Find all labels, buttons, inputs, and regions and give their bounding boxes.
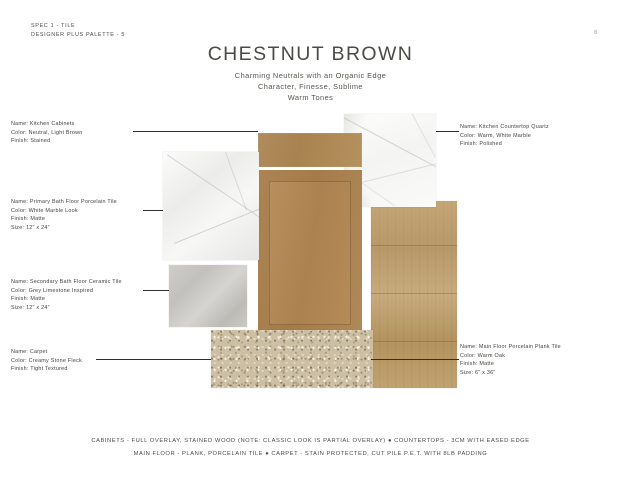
annotation-carpet <box>11 348 82 374</box>
subtitle-line-3: Warm Tones <box>287 93 334 103</box>
page-subtitle <box>0 70 621 104</box>
leader-line-countertop <box>436 131 459 132</box>
leader-line-secondary-bath <box>143 290 169 291</box>
annotation-finish: Finish: Matte <box>11 216 46 223</box>
annotation-main-floor <box>460 343 561 377</box>
annotation-size: Size: 12" x 24" <box>11 224 50 231</box>
plank-seam <box>371 341 457 342</box>
annotation-name: Name: Carpet <box>11 349 48 355</box>
annotation-finish: Finish: Matte <box>11 296 46 303</box>
leader-line-main-floor <box>371 359 459 360</box>
annotation-finish: Finish: Polished <box>460 141 503 148</box>
marble-vein <box>355 161 436 185</box>
swatch-kitchen-cabinet-door <box>258 170 362 336</box>
footer-line-1: CABINETS - FULL OVERLAY, STAINED WOOD (NOTE: CLASSIC LOOK IS PARTIAL OVERLAY) ● COUNTERTOPS - 3CM WITH EASED EDGE <box>91 438 530 444</box>
annotation-color: Color: Warm Oak <box>460 352 506 359</box>
annotation-name: Name: Main Floor Porcelain Plank Tile <box>460 344 561 350</box>
annotation-color: Color: Grey Limestone Inspired <box>11 287 94 294</box>
spec-header <box>31 22 125 40</box>
annotation-color: Color: Creamy Stone Fleck <box>11 357 82 364</box>
footer-line-2: MAIN FLOOR - PLANK, PORCELAIN TILE ● CARPET - STAIN PROTECTED, CUT PILE P.E.T. WITH 8LB PADDING <box>133 450 488 457</box>
annotation-color: Color: White Marble Look <box>11 207 78 214</box>
annotation-finish: Finish: Stained <box>11 138 51 145</box>
annotation-primary-bath-floor <box>11 198 117 232</box>
swatch-secondary-bath-floor-tile <box>169 265 247 327</box>
swatch-kitchen-cabinet-drawer <box>258 133 362 167</box>
footer-notes <box>0 435 621 460</box>
leader-line-primary-bath <box>143 210 163 211</box>
annotation-size: Size: 6" x 36" <box>460 369 496 376</box>
plank-seam <box>371 245 457 246</box>
annotation-name: Name: Kitchen Cabinets <box>11 121 75 127</box>
marble-vein <box>174 205 259 243</box>
leader-line-carpet <box>96 359 211 360</box>
annotation-name: Name: Primary Bath Floor Porcelain Tile <box>11 199 117 205</box>
subtitle-line-2: Character, Finesse, Sublime <box>258 82 363 92</box>
annotation-size: Size: 12" x 24" <box>11 304 50 311</box>
annotation-name: Name: Secondary Bath Floor Ceramic Tile <box>11 279 122 285</box>
cabinet-door-panel <box>269 181 351 325</box>
annotation-kitchen-countertop <box>460 123 549 149</box>
annotation-finish: Finish: Tight Textured <box>11 366 68 373</box>
annotation-color: Color: Warm, White Marble <box>460 132 532 139</box>
leader-line-kitchen-cabinets <box>133 131 258 132</box>
annotation-secondary-bath-floor <box>11 278 122 312</box>
swatch-primary-bath-floor-tile <box>163 152 259 260</box>
annotation-name: Name: Kitchen Countertop Quartz <box>460 124 549 130</box>
annotation-color: Color: Neutral, Light Brown <box>11 129 83 136</box>
swatch-carpet <box>211 330 373 388</box>
annotation-finish: Finish: Matte <box>460 361 495 368</box>
annotation-kitchen-cabinets <box>11 120 82 146</box>
subtitle-line-1: Charming Neutrals with an Organic Edge <box>234 71 387 80</box>
plank-seam <box>371 293 457 294</box>
spec-line-2: DESIGNER PLUS PALETTE - 5 <box>31 32 126 38</box>
spec-line-1: SPEC 1 - TILE <box>31 23 76 29</box>
page-number: 8 <box>593 30 597 36</box>
page-title: CHESTNUT BROWN <box>207 43 414 65</box>
marble-vein <box>167 155 259 223</box>
marble-vein <box>219 152 247 210</box>
